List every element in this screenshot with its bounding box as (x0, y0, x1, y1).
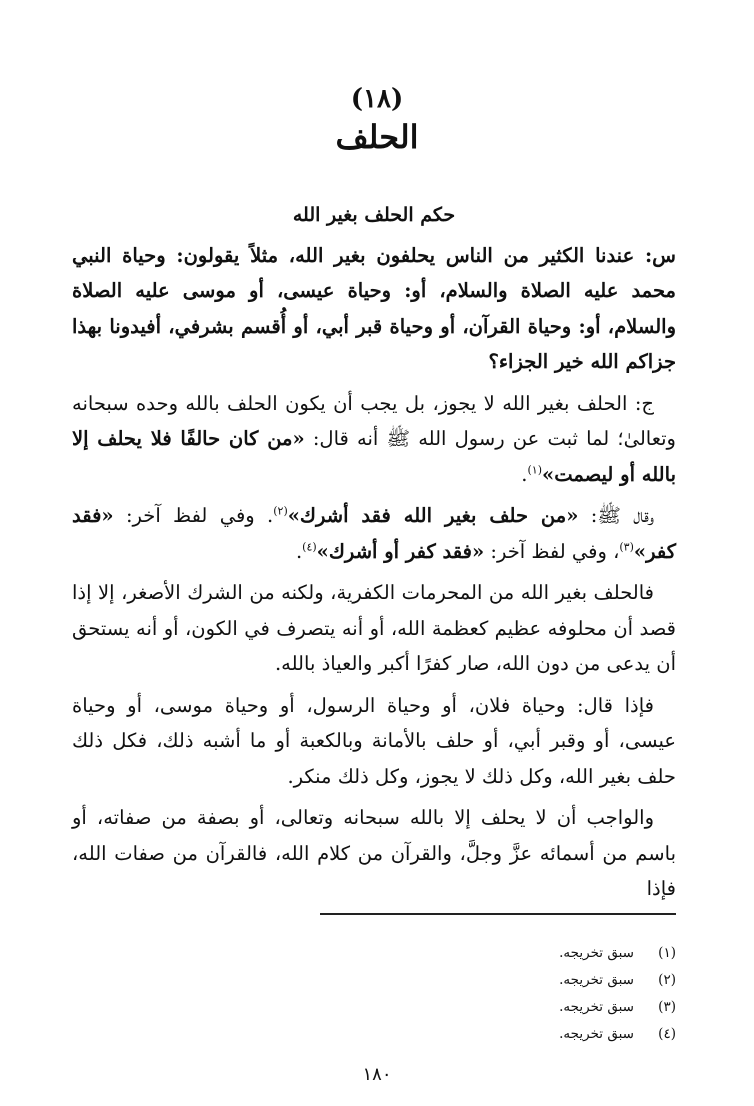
question-label: س: (644, 243, 676, 267)
answer-paragraph-3: فالحلف بغير الله من المحرمات الكفرية، ولكنه من الشرك الأصغر، إلا إذا قصد أن محلوفه عظيم كعظمة الله، أو أنه يتصرف في الكون، أو أنه يستحق أن يدعى من دون الله، صار كفرًا أكبر والعياذ بالله. (72, 581, 676, 675)
main-text (72, 198, 676, 913)
footnote-text: سبق تخريجه. (559, 945, 634, 961)
footnotes-list (76, 940, 676, 1048)
answer-text: وقال ﷺ: (590, 504, 655, 527)
footnote-number: (١) (658, 945, 676, 961)
hadith-quote: «فقد كفر أو أشرك» (316, 539, 485, 563)
footnote-item (76, 940, 676, 967)
footnote-item (76, 967, 676, 994)
footnote-ref: (١) (527, 463, 543, 476)
footnote-text: سبق تخريجه. (559, 999, 634, 1015)
footnote-item (76, 994, 676, 1021)
question-text: عندنا الكثير من الناس يحلفون بغير الله، مثلاً يقولون: وحياة النبي محمد عليه الصلاة والسلام، أو: وحياة عيسى، أو موسى عليه الصلاة والسلام، أو: وحياة القرآن، أو وحياة قبر أبي، أو أُقسم بشرفي، أفيدونا بهذا جزاكم الله خير الجزاء؟ (72, 243, 676, 373)
answer-paragraph-4: فإذا قال: وحياة فلان، أو وحياة الرسول، أو وحياة موسى، أو وحياة عيسى، أو وقبر أبي، أو حلف بالأمانة وبالكعبة أو ما أشبه ذلك، فكل ذلك حلف بغير الله، وكل ذلك لا يجوز، وكل ذلك منكر. (72, 693, 676, 788)
hadith-quote: «فقد كفر» (72, 504, 676, 563)
hadith-quote: «من حلف بغير الله فقد أشرك» (287, 504, 579, 527)
question-paragraph (72, 238, 676, 380)
page-number: ١٨٠ (362, 1064, 392, 1085)
footnote-divider (320, 913, 676, 915)
hadith-quote: «من كان حالفًا فلا يحلف إلا بالله أو ليصمت» (72, 427, 676, 486)
answer-text: . وفي لفظ آخر: (125, 504, 274, 527)
footnote-text: سبق تخريجه. (559, 972, 634, 988)
footnote-number: (٢) (658, 972, 676, 988)
chapter-title: الحلف (335, 118, 419, 156)
footnote-ref: (٢) (273, 504, 288, 518)
footnote-ref: (٣) (619, 540, 634, 553)
answer-paragraph-2: وقال ﷺ: «من حلف بغير الله فقد أشرك»$^{(٢)}$. وفي لفظ آخر: «فقد كفر»$^{(٣)}$، وفي لفظ آخر: «فقد كفر أو أشرك»$^{(٤)}$. (72, 504, 676, 563)
section-heading: حكم الحلف بغير الله (292, 204, 456, 226)
footnote-text: سبق تخريجه. (559, 1026, 634, 1042)
answer-text: ج: الحلف بغير الله لا يجوز، بل يجب أن يكون الحلف بالله وحده سبحانه وتعالىٰ؛ لما ثبت عن رسول الله ﷺ أنه قال: (72, 391, 676, 450)
answer-paragraph-1: ج: الحلف بغير الله لا يجوز، بل يجب أن يكون الحلف بالله وحده سبحانه وتعالىٰ؛ لما ثبت عن رسول الله ﷺ أنه قال: «من كان حالفًا فلا يحلف إلا بالله أو ليصمت»$^{(١)}$. (72, 391, 676, 486)
footnote-item (76, 1021, 676, 1048)
answer-text: ، وفي لفظ آخر: (490, 539, 620, 563)
footnote-ref: (٤) (302, 540, 317, 553)
footnote-number: (٤) (658, 1026, 676, 1042)
footnote-number: (٣) (658, 999, 676, 1015)
chapter-number: (١٨) (350, 84, 404, 114)
answer-paragraph-5: والواجب أن لا يحلف إلا بالله سبحانه وتعالى، أو بصفة من صفاته، أو باسم من أسمائه عزَّ وجلَّ، والقرآن من كلام الله، فالقرآن من صفات الله، فإذا (72, 806, 676, 900)
